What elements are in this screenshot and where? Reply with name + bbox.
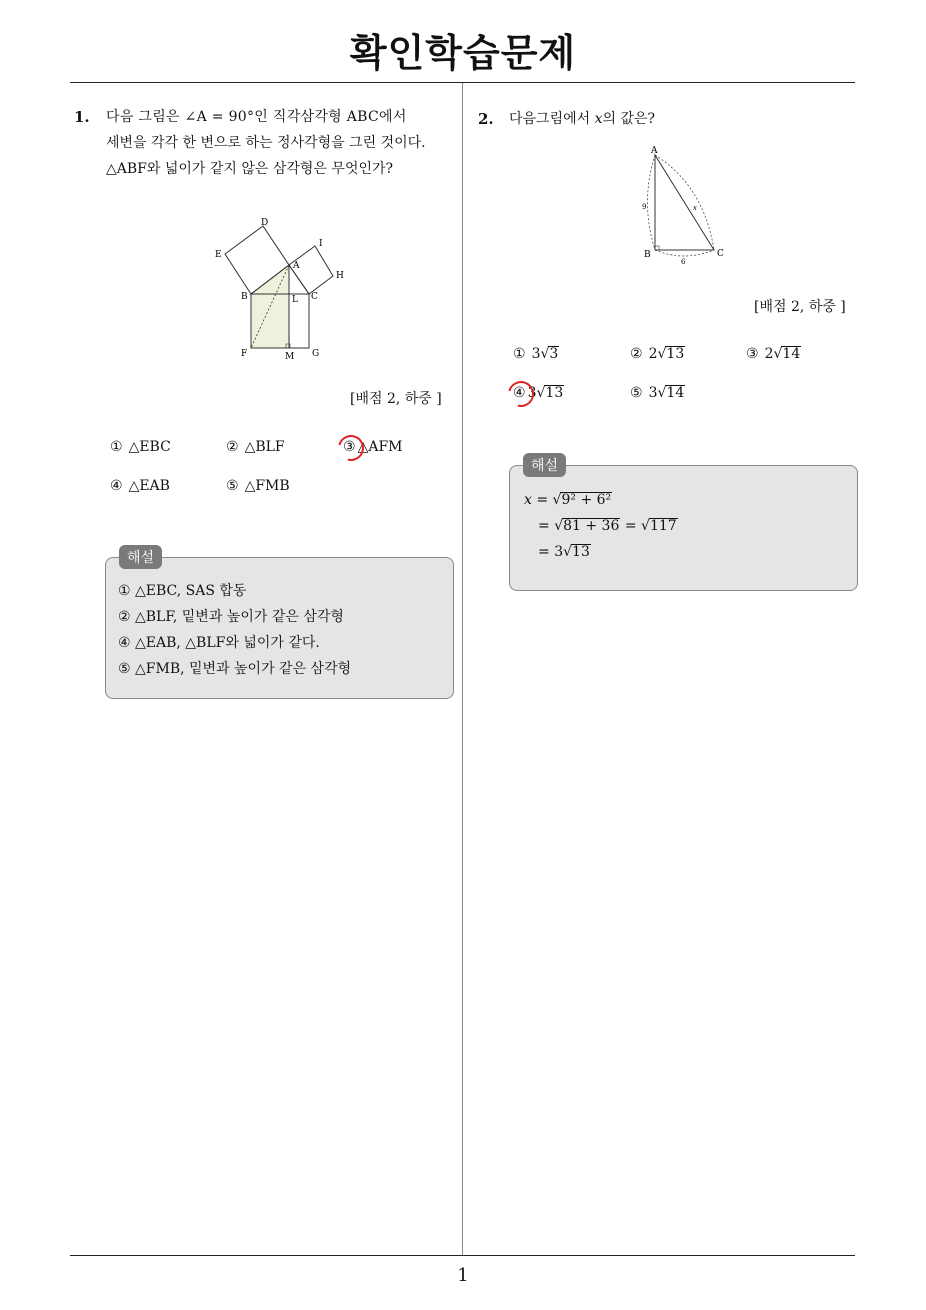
solution-variable: x bbox=[524, 492, 532, 508]
choice-1[interactable]: ① 3√3 bbox=[513, 346, 559, 362]
side-label-ab: 9 bbox=[642, 203, 647, 211]
solution-line: x = √9² + 6² bbox=[524, 492, 612, 508]
question-text bbox=[106, 104, 456, 182]
solution-equals: = bbox=[624, 518, 637, 534]
pythagoras-squares-figure bbox=[205, 210, 355, 370]
choice-number: ③ bbox=[343, 439, 356, 455]
choice-coef: 3 bbox=[531, 346, 541, 362]
solution-radicand: 117 bbox=[649, 518, 677, 534]
question-line: 다음 그림은 ∠A = 90°인 직각삼각형 ABC에서 bbox=[106, 109, 407, 125]
label-c: C bbox=[717, 249, 724, 259]
choice-number: ⑤ bbox=[226, 478, 239, 494]
choice-text: △FMB bbox=[244, 478, 290, 494]
choice-text: △EBC bbox=[128, 439, 171, 455]
question-number: 2. bbox=[478, 110, 494, 128]
choice-radicand: 14 bbox=[782, 346, 801, 362]
choice-radicand: 14 bbox=[666, 385, 685, 401]
solution-tag: 해설 bbox=[523, 453, 566, 477]
label-e: E bbox=[215, 250, 222, 260]
side-label-bc: 6 bbox=[681, 258, 686, 266]
variable-x: x bbox=[594, 111, 603, 127]
solution-coef: 3 bbox=[554, 544, 564, 560]
solution-radicand: 13 bbox=[572, 544, 590, 560]
score-label: [배점 2, 하중 ] bbox=[754, 299, 846, 315]
question-text bbox=[509, 106, 655, 132]
solution-line: = 3√13 bbox=[538, 544, 590, 560]
label-g: G bbox=[312, 349, 320, 359]
choice-radicand: 13 bbox=[545, 385, 564, 401]
choice-number: ⑤ bbox=[630, 385, 643, 401]
solution-equals: = bbox=[538, 518, 550, 534]
label-b: B bbox=[241, 292, 248, 302]
score-label: [배점 2, 하중 ] bbox=[350, 391, 442, 407]
right-triangle-figure bbox=[638, 142, 730, 267]
solution-line: ⑤ △FMB, 밑변과 높이가 같은 삼각형 bbox=[118, 661, 352, 677]
solution-equals: = bbox=[536, 492, 549, 508]
answer-circle-mark bbox=[333, 430, 369, 466]
question-text-part: 다음그림에서 bbox=[509, 111, 595, 127]
question-line: 세변을 각각 한 변으로 하는 정사각형을 그린 것이다. bbox=[106, 135, 426, 151]
label-h: H bbox=[336, 271, 344, 281]
choice-4[interactable] bbox=[110, 478, 170, 494]
question-line: △ABF와 넓이가 같지 않은 삼각형은 무엇인가? bbox=[106, 161, 394, 177]
column-divider bbox=[462, 83, 463, 1256]
label-d: D bbox=[261, 218, 269, 228]
choice-coef: 2 bbox=[764, 346, 774, 362]
question-number: 1. bbox=[74, 108, 90, 126]
choice-5[interactable] bbox=[226, 478, 290, 494]
choice-2[interactable]: ② 2√13 bbox=[630, 346, 685, 362]
solution-radicand: 9² + 6² bbox=[561, 492, 612, 508]
choice-number: ④ bbox=[110, 478, 123, 494]
label-f: F bbox=[241, 349, 248, 359]
solution-line: ① △EBC, SAS 합동 bbox=[118, 583, 247, 599]
choice-4[interactable]: ④ 3√13 bbox=[513, 385, 564, 401]
solution-radicand: 81 + 36 bbox=[563, 518, 620, 534]
label-b: B bbox=[644, 250, 651, 260]
choice-coef: 2 bbox=[648, 346, 658, 362]
choice-number: ④ bbox=[513, 385, 526, 401]
choice-coef: 3 bbox=[527, 385, 537, 401]
label-a: A bbox=[651, 146, 658, 156]
page-number: 1 bbox=[457, 1265, 469, 1286]
label-a: A bbox=[293, 261, 300, 271]
choice-radicand: 3 bbox=[549, 346, 559, 362]
footer-rule bbox=[70, 1255, 855, 1256]
choice-number: ③ bbox=[746, 346, 759, 362]
choice-radicand: 13 bbox=[666, 346, 685, 362]
solution-line: ④ △EAB, △BLF와 넓이가 같다. bbox=[118, 635, 320, 651]
solution-equals: = bbox=[538, 544, 550, 560]
choice-number: ② bbox=[226, 439, 239, 455]
label-l: L bbox=[292, 295, 298, 305]
side-label-ac: x bbox=[693, 204, 697, 212]
choice-text: △AFM bbox=[357, 439, 403, 455]
choice-text: △EAB bbox=[128, 478, 170, 494]
solution-line: = √81 + 36 = √117 bbox=[538, 518, 677, 534]
choice-number: ① bbox=[513, 346, 526, 362]
label-m: M bbox=[285, 352, 295, 362]
choice-number: ② bbox=[630, 346, 643, 362]
solution-tag: 해설 bbox=[119, 545, 162, 569]
choice-5[interactable]: ⑤ 3√14 bbox=[630, 385, 685, 401]
choice-2[interactable] bbox=[226, 439, 285, 455]
solution-line: ② △BLF, 밑변과 높이가 같은 삼각형 bbox=[118, 609, 344, 625]
page-title: 확인학습문제 bbox=[349, 31, 577, 75]
choice-3[interactable]: ③ 2√14 bbox=[746, 346, 801, 362]
label-c: C bbox=[311, 292, 318, 302]
choice-number: ① bbox=[110, 439, 123, 455]
label-i: I bbox=[319, 239, 323, 249]
answer-circle-mark bbox=[503, 376, 539, 412]
choice-1[interactable] bbox=[110, 439, 171, 455]
question-text-part: 의 값은? bbox=[602, 111, 656, 127]
choice-coef: 3 bbox=[648, 385, 658, 401]
choice-text: △BLF bbox=[244, 439, 285, 455]
